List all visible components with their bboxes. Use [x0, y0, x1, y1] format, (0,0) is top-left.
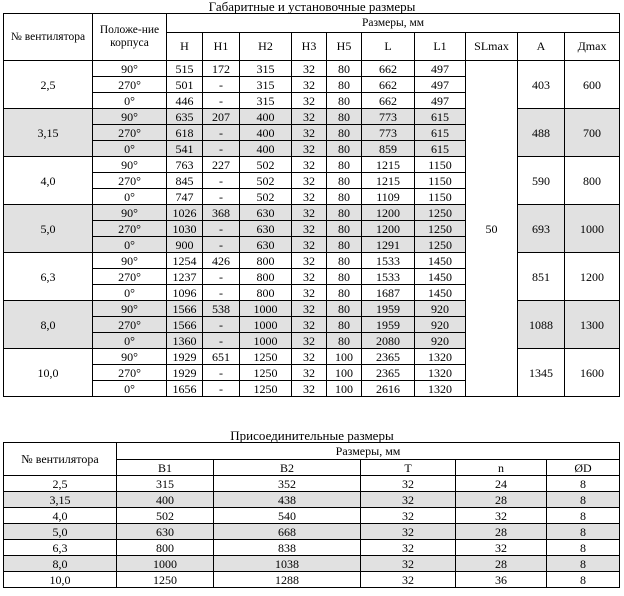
- h3-cell: 32: [292, 109, 327, 125]
- h-cell: 1656: [167, 381, 203, 397]
- table-row: [4, 476, 620, 492]
- a-cell: 851: [518, 253, 565, 301]
- l-cell: 773: [362, 109, 415, 125]
- position-cell: 90°: [93, 253, 167, 269]
- diameter-cell: 8: [547, 508, 620, 524]
- dmax-cell: 1000: [565, 205, 620, 253]
- l-cell: 662: [362, 93, 415, 109]
- col-header-slmax: SLmax: [466, 33, 518, 61]
- h3-cell: 32: [292, 141, 327, 157]
- n-cell: 28: [456, 524, 547, 540]
- h3-cell: 32: [292, 205, 327, 221]
- diameter-cell: 8: [547, 572, 620, 588]
- h3-cell: 32: [292, 189, 327, 205]
- l1-cell: 497: [415, 77, 466, 93]
- h1-cell: -: [203, 77, 240, 93]
- l1-cell: 615: [415, 141, 466, 157]
- h-cell: 1237: [167, 269, 203, 285]
- l-cell: 859: [362, 141, 415, 157]
- table-row: [4, 524, 620, 540]
- col-header-position: Положе-ние корпуса: [93, 14, 167, 61]
- position-cell: 0°: [93, 333, 167, 349]
- l-cell: 1215: [362, 157, 415, 173]
- l-cell: 1687: [362, 285, 415, 301]
- h5-cell: 80: [327, 189, 362, 205]
- b1-cell: 400: [117, 492, 214, 508]
- h1-cell: -: [203, 93, 240, 109]
- diameter-cell: 8: [547, 556, 620, 572]
- fan-number-cell: 5,0: [4, 205, 93, 253]
- h-cell: 900: [167, 237, 203, 253]
- diameter-cell: 8: [547, 540, 620, 556]
- a-cell: 1088: [518, 301, 565, 349]
- fan-number-cell: 6,3: [4, 253, 93, 301]
- position-cell: 270°: [93, 269, 167, 285]
- col-header-h2: H2: [240, 33, 292, 61]
- h3-cell: 32: [292, 237, 327, 253]
- h3-cell: 32: [292, 77, 327, 93]
- table2-title: Присоединительные размеры: [230, 428, 394, 443]
- position-cell: 270°: [93, 221, 167, 237]
- t-cell: 32: [361, 508, 456, 524]
- h5-cell: 80: [327, 221, 362, 237]
- l-cell: 1215: [362, 173, 415, 189]
- h-cell: 1026: [167, 205, 203, 221]
- h5-cell: 80: [327, 317, 362, 333]
- l-cell: 2080: [362, 333, 415, 349]
- h2-cell: 315: [240, 61, 292, 77]
- dmax-cell: 1200: [565, 253, 620, 301]
- l-cell: 1533: [362, 253, 415, 269]
- position-cell: 0°: [93, 141, 167, 157]
- h5-cell: 80: [327, 141, 362, 157]
- t-cell: 32: [361, 572, 456, 588]
- h1-cell: -: [203, 317, 240, 333]
- col-header-n: n: [456, 460, 547, 476]
- l1-cell: 1320: [415, 381, 466, 397]
- h1-cell: 538: [203, 301, 240, 317]
- h5-cell: 80: [327, 237, 362, 253]
- l-cell: 1200: [362, 205, 415, 221]
- col-header-a: A: [518, 33, 565, 61]
- b2-cell: 540: [214, 508, 361, 524]
- l1-cell: 1150: [415, 173, 466, 189]
- h5-cell: 100: [327, 365, 362, 381]
- dmax-cell: 1300: [565, 301, 620, 349]
- h1-cell: 172: [203, 61, 240, 77]
- h3-cell: 32: [292, 269, 327, 285]
- h2-cell: 630: [240, 221, 292, 237]
- h1-cell: -: [203, 125, 240, 141]
- a-cell: 693: [518, 205, 565, 253]
- h5-cell: 80: [327, 61, 362, 77]
- table-row: [4, 492, 620, 508]
- table1-title: Габаритные и установочные размеры: [208, 0, 416, 14]
- h-cell: 541: [167, 141, 203, 157]
- l1-cell: 1150: [415, 157, 466, 173]
- l-cell: 1109: [362, 189, 415, 205]
- l1-cell: 1450: [415, 253, 466, 269]
- h1-cell: -: [203, 221, 240, 237]
- h5-cell: 80: [327, 301, 362, 317]
- dmax-cell: 800: [565, 157, 620, 205]
- b2-cell: 352: [214, 476, 361, 492]
- h5-cell: 80: [327, 205, 362, 221]
- position-cell: 0°: [93, 381, 167, 397]
- l1-cell: 1250: [415, 221, 466, 237]
- position-cell: 90°: [93, 61, 167, 77]
- dmax-cell: 700: [565, 109, 620, 157]
- h2-cell: 800: [240, 269, 292, 285]
- position-cell: 270°: [93, 317, 167, 333]
- col-header-h1: H1: [203, 33, 240, 61]
- h2-cell: 1250: [240, 365, 292, 381]
- h1-cell: 207: [203, 109, 240, 125]
- h2-cell: 502: [240, 157, 292, 173]
- col-header-t: T: [361, 460, 456, 476]
- a-cell: 1345: [518, 349, 565, 397]
- position-cell: 270°: [93, 365, 167, 381]
- h5-cell: 80: [327, 269, 362, 285]
- col-header-b1: B1: [117, 460, 214, 476]
- h2-cell: 800: [240, 253, 292, 269]
- h1-cell: 368: [203, 205, 240, 221]
- h2-cell: 630: [240, 205, 292, 221]
- col-header-l1: L1: [415, 33, 466, 61]
- h1-cell: -: [203, 381, 240, 397]
- h-cell: 1566: [167, 301, 203, 317]
- h3-cell: 32: [292, 125, 327, 141]
- fan-number-cell: 8,0: [4, 301, 93, 349]
- h1-cell: -: [203, 237, 240, 253]
- h-cell: 1030: [167, 221, 203, 237]
- fan-number-cell: 5,0: [4, 524, 117, 540]
- diameter-cell: 8: [547, 476, 620, 492]
- h5-cell: 80: [327, 253, 362, 269]
- b1-cell: 1000: [117, 556, 214, 572]
- fan-number-cell: 2,5: [4, 476, 117, 492]
- b1-cell: 502: [117, 508, 214, 524]
- h5-cell: 100: [327, 349, 362, 365]
- l1-cell: 1250: [415, 237, 466, 253]
- h2-cell: 400: [240, 141, 292, 157]
- h1-cell: -: [203, 189, 240, 205]
- l-cell: 1533: [362, 269, 415, 285]
- a-cell: 590: [518, 157, 565, 205]
- h2-cell: 1000: [240, 317, 292, 333]
- h5-cell: 80: [327, 77, 362, 93]
- h3-cell: 32: [292, 173, 327, 189]
- l1-cell: 497: [415, 61, 466, 77]
- n-cell: 28: [456, 492, 547, 508]
- position-cell: 270°: [93, 173, 167, 189]
- col-header-fan: № вентилятора: [4, 14, 93, 61]
- l1-cell: 497: [415, 93, 466, 109]
- position-cell: 270°: [93, 125, 167, 141]
- connection-table: [3, 442, 620, 588]
- h1-cell: 651: [203, 349, 240, 365]
- position-cell: 90°: [93, 205, 167, 221]
- n-cell: 36: [456, 572, 547, 588]
- h3-cell: 32: [292, 381, 327, 397]
- h2-cell: 630: [240, 237, 292, 253]
- h3-cell: 32: [292, 285, 327, 301]
- h3-cell: 32: [292, 157, 327, 173]
- n-cell: 24: [456, 476, 547, 492]
- b2-cell: 838: [214, 540, 361, 556]
- b1-cell: 315: [117, 476, 214, 492]
- l-cell: 1959: [362, 301, 415, 317]
- h5-cell: 80: [327, 125, 362, 141]
- h-cell: 763: [167, 157, 203, 173]
- table-row: [4, 556, 620, 572]
- b2-cell: 1288: [214, 572, 361, 588]
- l-cell: 662: [362, 77, 415, 93]
- l-cell: 662: [362, 61, 415, 77]
- h-cell: 1566: [167, 317, 203, 333]
- h-cell: 515: [167, 61, 203, 77]
- fan-number-cell: 4,0: [4, 508, 117, 524]
- position-cell: 0°: [93, 189, 167, 205]
- l-cell: 1291: [362, 237, 415, 253]
- h5-cell: 80: [327, 285, 362, 301]
- h5-cell: 80: [327, 109, 362, 125]
- t-cell: 32: [361, 492, 456, 508]
- table-row: [4, 508, 620, 524]
- position-cell: 90°: [93, 109, 167, 125]
- col-header-dmax: Дmax: [565, 33, 620, 61]
- b1-cell: 630: [117, 524, 214, 540]
- h-cell: 446: [167, 93, 203, 109]
- a-cell: 403: [518, 61, 565, 109]
- col-header-b2: B2: [214, 460, 361, 476]
- position-cell: 270°: [93, 77, 167, 93]
- h-cell: 501: [167, 77, 203, 93]
- h2-cell: 315: [240, 93, 292, 109]
- t-cell: 32: [361, 476, 456, 492]
- position-cell: 90°: [93, 157, 167, 173]
- l-cell: 773: [362, 125, 415, 141]
- h2-cell: 400: [240, 125, 292, 141]
- l1-cell: 920: [415, 301, 466, 317]
- h2-cell: 800: [240, 285, 292, 301]
- col-header-diameter: ØD: [547, 460, 620, 476]
- h5-cell: 80: [327, 333, 362, 349]
- l-cell: 2616: [362, 381, 415, 397]
- position-cell: 0°: [93, 93, 167, 109]
- h5-cell: 80: [327, 173, 362, 189]
- h3-cell: 32: [292, 333, 327, 349]
- position-cell: 0°: [93, 285, 167, 301]
- h2-cell: 315: [240, 77, 292, 93]
- h2-cell: 1250: [240, 381, 292, 397]
- t-cell: 32: [361, 540, 456, 556]
- h1-cell: -: [203, 285, 240, 301]
- dmax-cell: 600: [565, 61, 620, 109]
- h3-cell: 32: [292, 365, 327, 381]
- b2-cell: 668: [214, 524, 361, 540]
- slmax-cell: 50: [466, 61, 518, 397]
- h1-cell: -: [203, 269, 240, 285]
- l-cell: 1200: [362, 221, 415, 237]
- h-cell: 747: [167, 189, 203, 205]
- l1-cell: 615: [415, 109, 466, 125]
- diameter-cell: 8: [547, 492, 620, 508]
- fan-number-cell: 2,5: [4, 61, 93, 109]
- h3-cell: 32: [292, 301, 327, 317]
- h1-cell: -: [203, 173, 240, 189]
- table-row: [4, 540, 620, 556]
- h2-cell: 1000: [240, 333, 292, 349]
- h1-cell: 426: [203, 253, 240, 269]
- l1-cell: 615: [415, 125, 466, 141]
- col-header-h: H: [167, 33, 203, 61]
- col-header-l: L: [362, 33, 415, 61]
- n-cell: 32: [456, 508, 547, 524]
- n-cell: 28: [456, 556, 547, 572]
- h3-cell: 32: [292, 61, 327, 77]
- h-cell: 1929: [167, 365, 203, 381]
- fan-number-cell: 3,15: [4, 109, 93, 157]
- t-cell: 32: [361, 524, 456, 540]
- l1-cell: 1320: [415, 365, 466, 381]
- b2-cell: 438: [214, 492, 361, 508]
- h2-cell: 1000: [240, 301, 292, 317]
- fan-number-cell: 6,3: [4, 540, 117, 556]
- fan-number-cell: 10,0: [4, 349, 93, 397]
- h-cell: 1096: [167, 285, 203, 301]
- h2-cell: 502: [240, 189, 292, 205]
- h1-cell: 227: [203, 157, 240, 173]
- col-header-sizes: Размеры, мм: [167, 14, 620, 33]
- h-cell: 1360: [167, 333, 203, 349]
- a-cell: 488: [518, 109, 565, 157]
- h3-cell: 32: [292, 317, 327, 333]
- h1-cell: -: [203, 333, 240, 349]
- fan-number-cell: 3,15: [4, 492, 117, 508]
- h2-cell: 502: [240, 173, 292, 189]
- h3-cell: 32: [292, 253, 327, 269]
- fan-number-cell: 10,0: [4, 572, 117, 588]
- h1-cell: -: [203, 141, 240, 157]
- n-cell: 32: [456, 540, 547, 556]
- table-row: [4, 572, 620, 588]
- t-cell: 32: [361, 556, 456, 572]
- h5-cell: 80: [327, 93, 362, 109]
- b2-cell: 1038: [214, 556, 361, 572]
- position-cell: 90°: [93, 349, 167, 365]
- h3-cell: 32: [292, 93, 327, 109]
- h5-cell: 80: [327, 157, 362, 173]
- l1-cell: 1250: [415, 205, 466, 221]
- l1-cell: 1450: [415, 269, 466, 285]
- h5-cell: 100: [327, 381, 362, 397]
- l-cell: 2365: [362, 349, 415, 365]
- diameter-cell: 8: [547, 524, 620, 540]
- l1-cell: 1450: [415, 285, 466, 301]
- b1-cell: 1250: [117, 572, 214, 588]
- h2-cell: 400: [240, 109, 292, 125]
- l1-cell: 1320: [415, 349, 466, 365]
- h2-cell: 1250: [240, 349, 292, 365]
- col-header-h5: H5: [327, 33, 362, 61]
- l1-cell: 920: [415, 317, 466, 333]
- h-cell: 635: [167, 109, 203, 125]
- h-cell: 1254: [167, 253, 203, 269]
- l1-cell: 920: [415, 333, 466, 349]
- l-cell: 2365: [362, 365, 415, 381]
- b1-cell: 800: [117, 540, 214, 556]
- dimensions-table: [3, 13, 620, 397]
- position-cell: 90°: [93, 301, 167, 317]
- position-cell: 0°: [93, 237, 167, 253]
- h3-cell: 32: [292, 221, 327, 237]
- h1-cell: -: [203, 365, 240, 381]
- col-header-sizes: Размеры, мм: [117, 443, 620, 460]
- h-cell: 845: [167, 173, 203, 189]
- l1-cell: 1150: [415, 189, 466, 205]
- col-header-h3: H3: [292, 33, 327, 61]
- fan-number-cell: 4,0: [4, 157, 93, 205]
- col-header-fan: № вентилятора: [4, 443, 117, 476]
- h-cell: 618: [167, 125, 203, 141]
- dmax-cell: 1600: [565, 349, 620, 397]
- h-cell: 1929: [167, 349, 203, 365]
- fan-number-cell: 8,0: [4, 556, 117, 572]
- h3-cell: 32: [292, 349, 327, 365]
- l-cell: 1959: [362, 317, 415, 333]
